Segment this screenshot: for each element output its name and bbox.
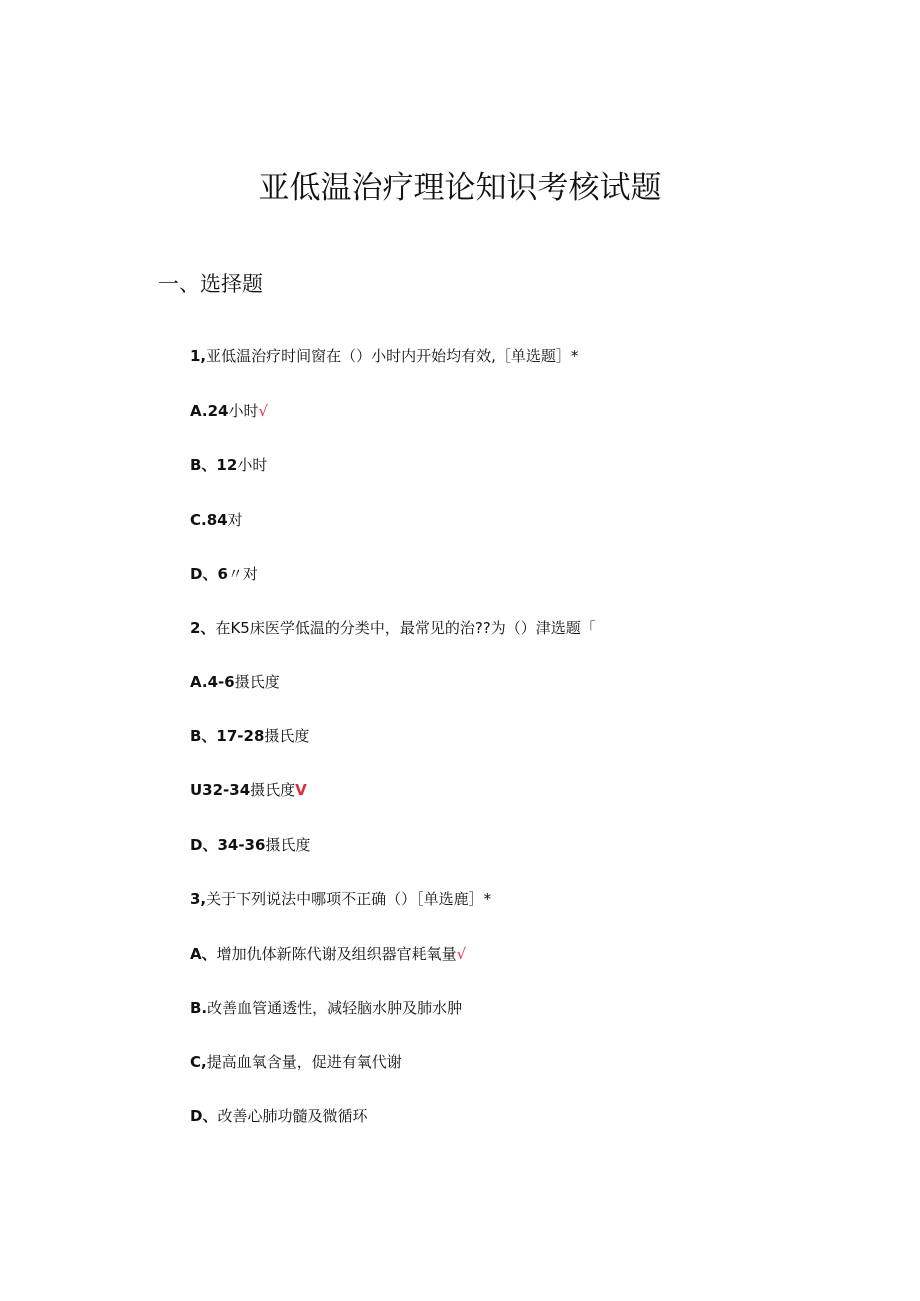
line-prefix: 3, (190, 890, 207, 908)
line-prefix: A.24 (190, 402, 229, 420)
question-3-option-c (190, 1051, 402, 1072)
line-text: 提高血氧含量，促进有氧代谢 (206, 1053, 402, 1071)
line-prefix: U32-34 (190, 781, 251, 799)
question-3-option-a (190, 943, 466, 964)
line-text: 摄氏度 (234, 673, 280, 691)
line-text: 小时 (228, 402, 259, 420)
line-prefix: B. (190, 999, 208, 1017)
line-prefix: 1, (190, 347, 207, 365)
question-2-stem (190, 617, 596, 638)
line-text: 摄氏度 (264, 727, 310, 745)
question-3-option-b (190, 997, 462, 1018)
correct-answer-mark: V (295, 781, 307, 799)
line-text: 对 (227, 511, 243, 529)
section-heading: 一、选择题 (158, 272, 263, 296)
line-text: 摄氏度 (265, 836, 311, 854)
question-2-option-d (190, 834, 310, 855)
line-text: 〃对 (227, 565, 258, 583)
line-text: 关于下列说法中哪项不正确（）［单选鹿］* (206, 890, 492, 908)
line-text: 摄氏度 (250, 781, 296, 799)
question-2-option-b (190, 725, 309, 746)
line-prefix: 2、 (190, 619, 216, 637)
question-3-option-d (190, 1105, 367, 1126)
line-prefix: C, (190, 1053, 207, 1071)
line-prefix: C.84 (190, 511, 228, 529)
line-prefix: B、12 (190, 456, 238, 474)
correct-answer-mark: √ (258, 402, 269, 420)
question-3-stem (190, 888, 491, 909)
question-2-option-c (190, 779, 307, 800)
line-prefix: D、6 (190, 565, 228, 583)
question-1-option-a (190, 400, 268, 421)
line-text: 改善血管通透性，减轻脑水肿及肺水肿 (207, 999, 463, 1017)
line-text: 在K5床医学低温的分类中，最常见的治??为（）津选题「 (215, 619, 596, 637)
line-text: 改善心肺功髓及微循环 (217, 1107, 368, 1125)
line-text: 小时 (237, 456, 268, 474)
question-1-option-d (190, 563, 258, 584)
line-prefix: A、 (190, 945, 217, 963)
line-text: 增加仇体新陈代谢及组织器官耗氧量 (216, 945, 457, 963)
line-prefix: D、34-36 (190, 836, 266, 854)
question-1-option-b (190, 454, 267, 475)
question-1-option-c (190, 509, 243, 530)
line-prefix: A.4-6 (190, 673, 235, 691)
line-text: 亚低温治疗时间窗在（）小时内开始均有效,［单选题］* (206, 347, 579, 365)
line-prefix: D、 (190, 1107, 218, 1125)
page-title: 亚低温治疗理论知识考核试题 (258, 170, 662, 206)
question-1-stem (190, 345, 578, 366)
question-2-option-a (190, 671, 280, 692)
line-prefix: B、17-28 (190, 727, 265, 745)
correct-answer-mark: √ (456, 945, 467, 963)
